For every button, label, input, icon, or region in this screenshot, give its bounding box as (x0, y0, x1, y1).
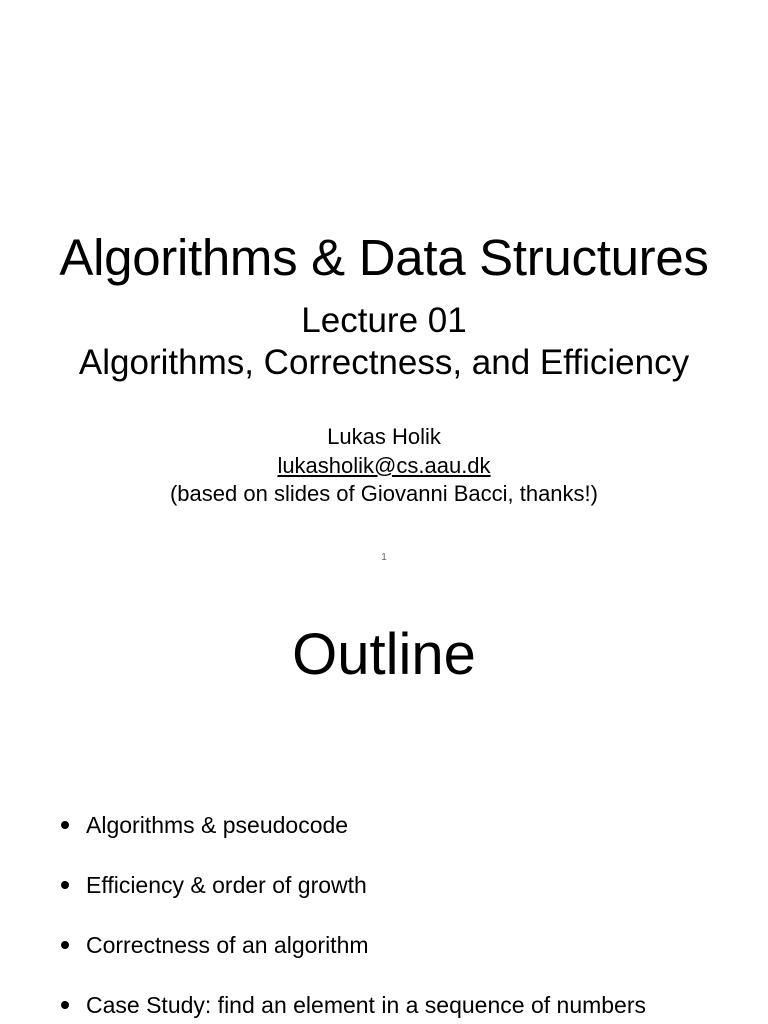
slide-2 (0, 576, 768, 1024)
lecture-title: Algorithms & Data Structures (59, 229, 709, 286)
bullet-icon (61, 1001, 69, 1009)
list-item (58, 865, 646, 905)
outline-list (58, 805, 646, 1024)
list-item (58, 985, 646, 1024)
author-email-line (0, 452, 768, 481)
credits-note: (based on slides of Giovanni Bacci, thanks!) (169, 481, 598, 506)
lecture-number: Lecture 01 (301, 301, 467, 340)
author-email-link[interactable]: lukasholik@cs.aau.dk (277, 452, 491, 478)
page-number: 1 (381, 552, 387, 563)
list-item-label: Correctness of an algorithm (86, 932, 369, 958)
list-item-label: Efficiency & order of growth (86, 872, 367, 898)
list-item (58, 805, 646, 845)
author-block (0, 423, 768, 509)
list-item-label: Algorithms & pseudocode (86, 812, 349, 838)
bullet-icon (61, 941, 69, 949)
author-name: Lukas Holik (327, 424, 441, 449)
bullet-icon (61, 881, 69, 889)
list-item (58, 925, 646, 965)
lecture-subtitle: Algorithms, Correctness, and Efficiency (78, 343, 690, 382)
outline-title: Outline (292, 622, 476, 687)
bullet-icon (61, 821, 69, 829)
list-item-label: Case Study: find an element in a sequence of numbers (86, 992, 647, 1018)
